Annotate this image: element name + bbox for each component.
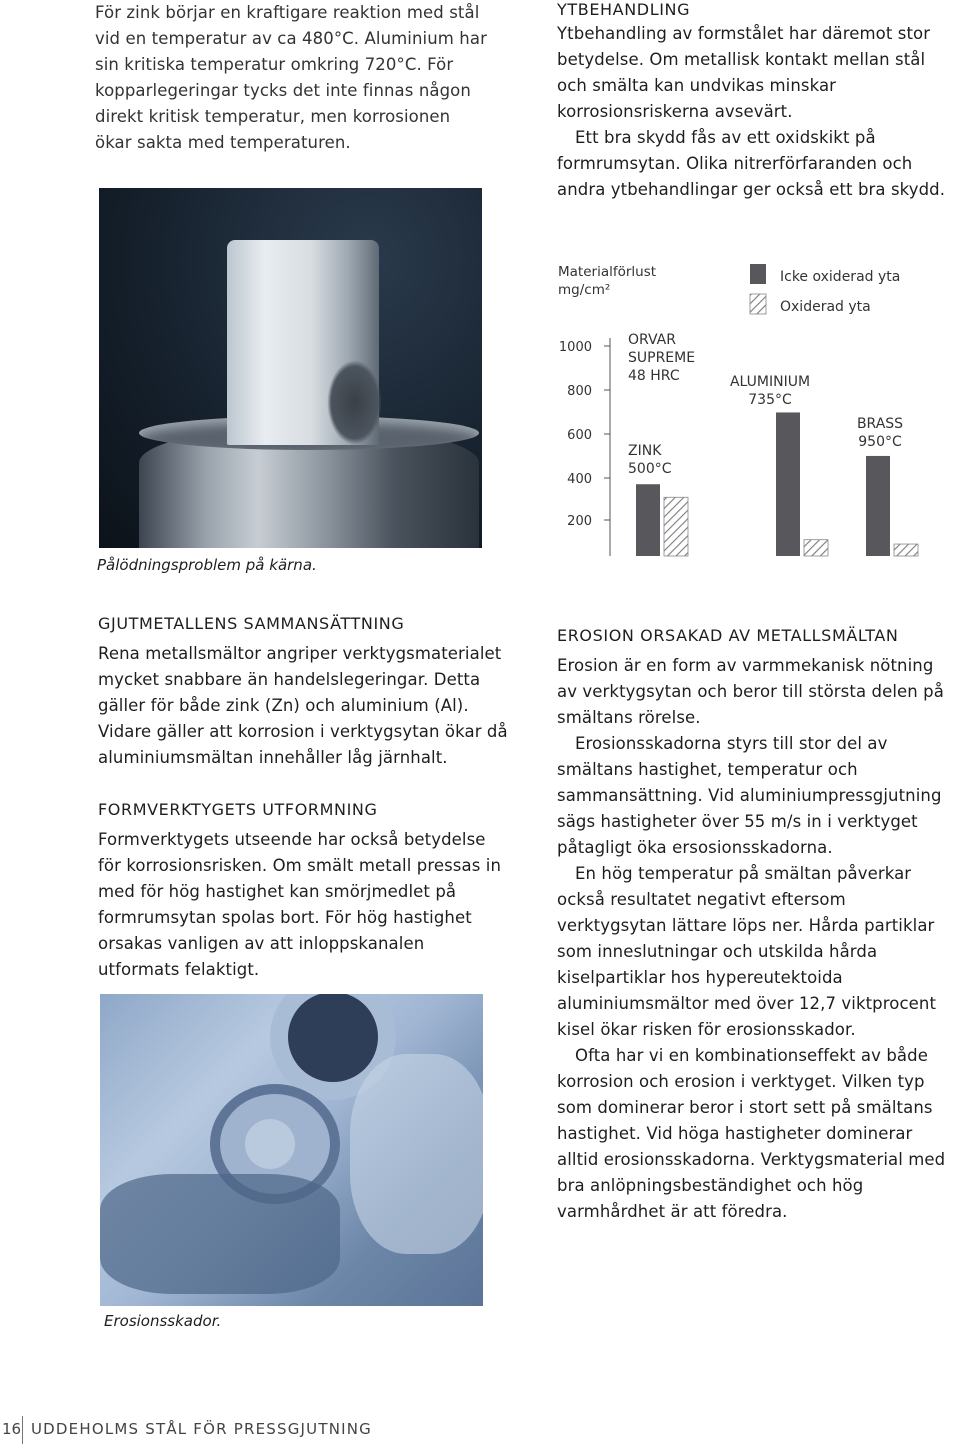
section-heading: EROSION ORSAKAD AV METALLSMÄLTAN <box>557 626 899 645</box>
category-label: 500°C <box>628 461 672 477</box>
y-tick-label: 400 <box>567 472 592 487</box>
bar-hatched <box>804 540 828 556</box>
section-ytbehandling <box>557 0 952 203</box>
bar-solid <box>866 456 890 556</box>
footer-divider <box>22 1416 23 1444</box>
bar-solid <box>776 412 800 556</box>
category-label: ZINK <box>628 443 662 459</box>
y-tick-label: 600 <box>567 428 592 443</box>
section-gjutmetallens <box>98 614 508 771</box>
footer <box>0 1416 960 1446</box>
category-label: ALUMINIUM <box>729 374 811 390</box>
photo2-caption: Erosionsskador. <box>104 1312 222 1330</box>
section-paragraph: Ofta har vi en kombinationseffekt av både korrosion och erosion i verktyget. Vilken typ som dominerar beror i stort sett på smältans hastighet. Vid höga hastigheter dominerar alltid erosionsskadorna. Verktygsmaterial med bra anlöpningsbeständighet och hög varmhårdhet är att föredra. <box>557 1046 946 1221</box>
section-paragraph: Ytbehandling av formstålet har däremot stor betydelse. Om metallisk kontakt mellan stål och smälta kan undvikas minskar korrosionsriskerna avsevärt. <box>557 24 931 121</box>
y-tick-label: 200 <box>567 514 592 529</box>
section-body: Rena metallsmältor angriper verktygsmaterialet mycket snabbare än handelslegeringar. Detta gäller för både zink (Zn) och aluminium (Al). Vidare gäller att korrosion i verktygsytan ökar då aluminiumsmältan innehåller låg järnhalt. <box>98 644 508 767</box>
footer-title: UDDEHOLMS STÅL FÖR PRESSGJUTNING <box>31 1420 372 1438</box>
category-label: 735°C <box>748 392 792 408</box>
core-soldering-photo <box>99 188 482 548</box>
material-loss-chart <box>540 250 960 570</box>
erosion-damage-photo <box>100 994 483 1306</box>
legend-label: Oxiderad yta <box>780 299 871 315</box>
bar-hatched <box>664 497 688 556</box>
category-label: 950°C <box>858 434 902 450</box>
y-axis-label: mg/cm² <box>558 282 611 298</box>
section-heading: GJUTMETALLENS SAMMANSÄTTNING <box>98 614 405 633</box>
section-erosion <box>557 626 955 1225</box>
section-paragraph: Erosionsskadorna styrs till stor del av smältans hastighet, temperatur och sammansättning. Vid aluminiumpressgjutning sägs hastigheter över 55 m/s in i verktyget påtagligt öka ersosionsskadorna. <box>557 734 942 857</box>
intro-paragraph: För zink börjar en kraftigare reaktion med stål vid en temperatur av ca 480°C. Aluminium har sin kritiska temperatur omkring 720°C. För kopparlegeringar tycks det inte finnas någon direkt kritisk temperatur, men korrosionen ökar sakta med temperaturen. <box>95 3 487 152</box>
bar-hatched <box>894 544 918 556</box>
legend-swatch-solid <box>750 264 766 284</box>
section-formverktygets <box>98 800 508 983</box>
section-heading: FORMVERKTYGETS UTFORMNING <box>98 800 378 819</box>
section-body: Formverktygets utseende har också betydelse för korrosionsrisken. Om smält metall pressas in med för hög hastighet kan smörjmedlet på formrumsytan spolas bort. För hög hastighet orsakas vanligen av att inloppskanalen utformats felaktigt. <box>98 830 501 979</box>
y-tick-label: 1000 <box>558 340 592 355</box>
bar-solid <box>636 484 660 556</box>
section-heading: YTBEHANDLING <box>557 0 691 19</box>
y-axis-label: Materialförlust <box>558 264 657 280</box>
legend-swatch-hatched <box>750 294 766 314</box>
section-paragraph: Erosion är en form av varmmekanisk nötning av verktygsytan och beror till största delen på smältans rörelse. <box>557 656 944 727</box>
section-paragraph: Ett bra skydd fås av ett oxidskikt på formrumsytan. Olika nitrerförfaranden och andra ytbehandlingar ger också ett bra skydd. <box>557 128 946 199</box>
chart-annotation: ORVAR <box>628 332 676 348</box>
chart-annotation: SUPREME <box>628 350 696 366</box>
chart-annotation: 48 HRC <box>628 368 680 384</box>
page-number: 16 <box>2 1420 22 1438</box>
y-tick-label: 800 <box>567 384 592 399</box>
section-paragraph: En hög temperatur på smältan påverkar också resultatet negativt eftersom verktygsytan lättare löps ner. Hårda partiklar som inneslutningar och utskilda hårda kiselpartiklar hos hypereutektoida aluminiumsmältor med över 12,7 viktprocent kisel ökar risken för erosionsskador. <box>557 864 937 1039</box>
legend-label: Icke oxiderad yta <box>780 269 901 285</box>
category-label: BRASS <box>856 416 904 432</box>
photo1-caption: Pålödningsproblem på kärna. <box>97 556 317 574</box>
